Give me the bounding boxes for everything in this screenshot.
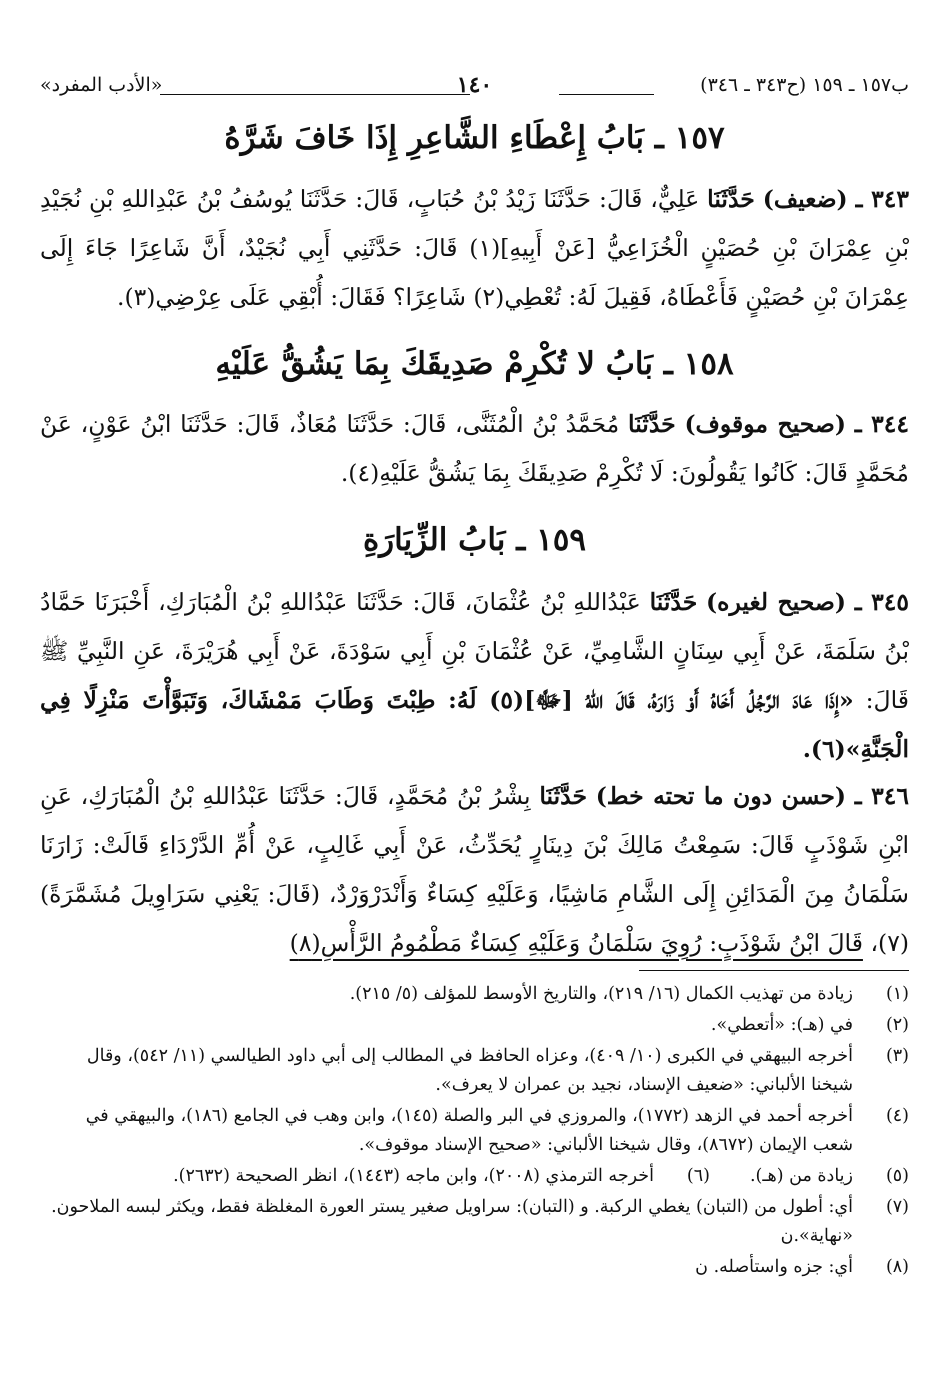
chapter-heading-158: ١٥٨ ـ بَابُ لا تُكْرِمْ صَدِيقَكَ بِمَا يَشُقُّ عَلَيْهِ (215, 346, 734, 382)
hadith-345 (40, 578, 909, 774)
footnote-5 (750, 1162, 909, 1191)
footnote-number: (٥) (885, 1166, 909, 1186)
hadith-number: ٣٤٣ ـ (855, 185, 909, 213)
footnote-text: أخرجه البيهقي في الكبرى (١٠/ ٤٠٩)، وعزاه الحافظ في المطالب إلى أبي داود الطيالسي (١١/ ٥٤٢)، وقال شيخنا الألباني: «ضعيف الإسناد، نجيد بن عمران لا يعرف». (86, 1046, 853, 1095)
footnote-2 (40, 1011, 909, 1040)
header-rule-left (160, 94, 470, 95)
footnote-text: أخرجه الترمذي (٢٠٠٨)، وابن ماجه (١٤٤٣)، انظر الصحيحة (٢٦٣٢). (173, 1166, 654, 1186)
footnote-separator (639, 970, 909, 971)
footnote-number: (٧) (885, 1197, 909, 1217)
hadith-344 (40, 400, 909, 498)
footnote-number: (١) (885, 984, 909, 1004)
hadith-number: ٣٤٤ ـ (854, 410, 909, 438)
footnote-text: أخرجه أحمد في الزهد (١٧٧٢)، والمروزي في البر والصلة (١٤٥)، وابن وهب في الجامع (١٨٦)، والبيهقي في شعب الإيمان (٨٦٧٢)، وقال شيخنا الألباني: «صحيح الإسناد موقوف». (85, 1106, 853, 1155)
hadith-text: مُحَمَّدُ بْنُ الْمُثَنَّى، قَالَ: حَدَّثَنَا مُعَاذٌ، قَالَ: حَدَّثَنَا ابْنُ عَوْنٍ، عَنْ مُحَمَّدٍ قَالَ: كَانُوا يَقُولُونَ: لَا تُكْرِمْ صَدِيقَكَ بِمَا يَشُقُّ عَلَيْهِ(٤). (40, 410, 909, 487)
hadith-grade: (صحيح لغيره) (706, 588, 846, 616)
footnote-text: زيادة من (هـ). (749, 1166, 853, 1186)
footnotes (40, 980, 909, 1284)
hadith-matn: «إِذَا عَادَ الرَّجُلُ أَخَاهُ أَوْ زَارَهُ، قَالَ اللهُ [ﷻ](٥) لَهُ: طِبْتَ وَطَابَ مَمْشَاكَ، وَتَبَوَّأْتَ مَنْزِلًا فِي الْجَنَّةِ»(٦). (40, 686, 909, 763)
haddathana: حَدَّثَنَا (649, 588, 698, 616)
hadith-text: عَبْدُاللهِ بْنُ عُثْمَانَ، قَالَ: حَدَّثَنَا عَبْدُاللهِ بْنُ الْمُبَارَكِ، أَخْبَرَنَا حَمَّادُ بْنُ سَلَمَةَ، عَنْ أَبِي سِنَانٍ الشَّامِيِّ، عَنْ عُثْمَانَ بْنِ أَبِي سَوْدَةَ، عَنْ أَبِي هُرَيْرَةَ، عَنِ النَّبِيِّ ﷺ قَالَ: (40, 588, 909, 714)
hadith-346 (40, 772, 909, 968)
footnote-4 (40, 1102, 909, 1160)
chapter-heading-159: ١٥٩ ـ بَابُ الزِّيَارَةِ (362, 522, 587, 558)
footnote-number: (٤) (885, 1106, 909, 1126)
hadith-text: بِشْرُ بْنُ مُحَمَّدٍ، قَالَ: حَدَّثَنَا عَبْدُاللهِ بْنُ الْمُبَارَكِ، عَنِ ابْنِ شَوْذَبٍ قَالَ: سَمِعْتُ مَالِكَ بْنَ دِينَارٍ يُحَدِّثُ، عَنْ أَبِي غَالِبٍ، عَنْ أُمِّ الدَّرْدَاءِ قَالَتْ: زَارَنَا سَلْمَانُ مِنَ الْمَدَائِنِ إِلَى الشَّامِ مَاشِيًا، وَعَلَيْهِ كِسَاءٌ وَأَنْدَرْوَرْدٌ، (قَالَ: يَعْنِي سَرَاوِيلَ مُشَمَّرَةً)(٧)، (40, 782, 909, 957)
footnote-3 (40, 1042, 909, 1100)
chapter-reference: ب١٥٧ ـ ١٥٩ (ح٣٤٣ ـ ٣٤٦) (700, 74, 909, 96)
footnote-6 (173, 1162, 710, 1191)
footnotes-5-6 (40, 1162, 909, 1191)
footnote-text: أي: أطول من (التبان) يغطي الركبة. و (التبان): سراويل صغير يستر العورة المغلظة فقط، ويكثر لبسه الملاحون. «نهاية».ن (51, 1197, 853, 1246)
hadith-text: عَلِيٌّ، قَالَ: حَدَّثَنَا زَيْدُ بْنُ حُبَابٍ، قَالَ: حَدَّثَنَا يُوسُفُ بْنُ عَبْدِاللهِ بْنِ نُجَيْدِ بْنِ عِمْرَانَ بْنِ حُصَيْنٍ الْخُزَاعِيُّ [عَنْ أَبِيهِ](١) قَالَ: حَدَّثَنِي أَبِي نُجَيْدٌ، أَنَّ شَاعِرًا جَاءَ إِلَى عِمْرَانَ بْنِ حُصَيْنٍ فَأَعْطَاهُ، فَقِيلَ لَهُ: تُعْطِي(٢) شَاعِرًا؟ فَقَالَ: أُبْقِي عَلَى عِرْضِي(٣). (40, 185, 909, 311)
haddathana: حَدَّثَنَا (628, 410, 676, 438)
hadith-number: ٣٤٦ ـ (854, 782, 909, 810)
footnote-number: (٨) (885, 1257, 909, 1277)
hadith-number: ٣٤٥ ـ (854, 588, 909, 616)
haddathana: حَدَّثَنَا (539, 782, 587, 810)
footnote-1 (40, 980, 909, 1009)
footnote-7 (40, 1193, 909, 1251)
footnote-text: في (هـ): «أتعطي». (710, 1015, 853, 1035)
page-number: ١٤٠ (456, 72, 493, 98)
book-title: «الأدب المفرد» (40, 74, 163, 96)
chapter-heading-157: ١٥٧ ـ بَابُ إِعْطَاءِ الشَّاعِرِ إِذَا خَافَ شَرَّهُ (224, 120, 725, 156)
haddathana: حَدَّثَنَا (707, 185, 755, 213)
footnote-number: (٣) (885, 1046, 909, 1066)
footnote-text: زيادة من تهذيب الكمال (١٦/ ٢١٩)، والتاريخ الأوسط للمؤلف (٥/ ٢١٥). (349, 984, 853, 1004)
hadith-grade: (ضعيف) (762, 185, 848, 213)
hadith-grade: (صحيح موقوف) (684, 410, 846, 438)
hadith-grade: (حسن دون ما تحته خط) (595, 782, 847, 810)
footnote-number: (٦) (686, 1166, 710, 1186)
underlined-passage: قَالَ ابْنُ شَوْذَبٍ: رُوِيَ سَلْمَانُ وَعَلَيْهِ كِسَاءٌ مَطْمُومُ الرَّأْسِ(٨) (289, 929, 863, 957)
footnote-number: (٢) (885, 1015, 909, 1035)
page-header (40, 72, 909, 108)
footnote-text: أي: جزه واستأصله. ن (695, 1257, 853, 1277)
hadith-343 (40, 175, 909, 322)
footnote-8 (40, 1253, 909, 1282)
